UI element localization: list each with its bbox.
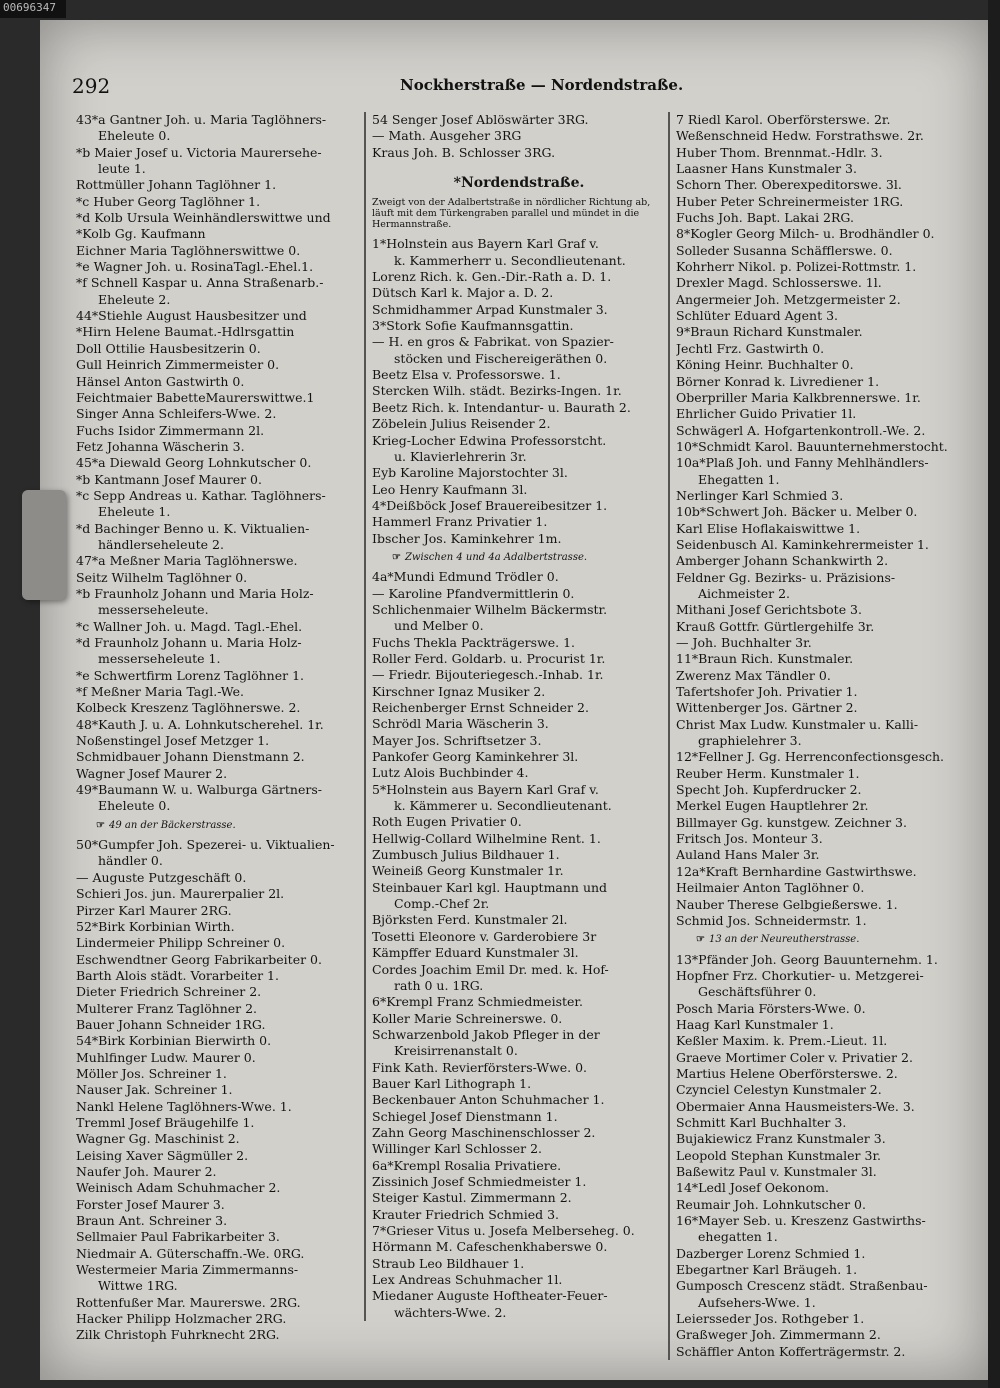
directory-entry: Willinger Karl Schlosser 2.	[372, 1141, 542, 1157]
directory-entry: Drexler Magd. Schlosserswe. 1l.	[676, 275, 882, 291]
directory-entry: Karl Elise Hoflakaiswittwe 1.	[676, 520, 861, 536]
directory-entry: Hänsel Anton Gastwirth 0.	[76, 373, 245, 389]
directory-entry: Mithani Josef Gerichtsbote 3.	[676, 602, 862, 618]
cross-street-note	[676, 932, 972, 948]
directory-entry: Westermeier Maria Zimmermanns-	[76, 1262, 299, 1278]
directory-entry: Köning Heinr. Buchhalter 0.	[676, 357, 854, 373]
cross-street-text: 49 an der Bäckerstrasse.	[108, 819, 236, 831]
directory-entry: Weineiß Georg Kunstmaler 1r.	[372, 863, 564, 879]
directory-entry: Krieg-Locher Edwina Professorstcht.	[372, 432, 607, 448]
directory-entry: Schmid Jos. Schneidermstr. 1.	[676, 912, 867, 928]
directory-entry: *d Bachinger Benno u. K. Viktualien-	[76, 520, 310, 536]
directory-entry: Pankofer Georg Kaminkehrer 3l.	[372, 749, 579, 765]
directory-entry: Kolbeck Kreszenz Taglöhnerswe. 2.	[76, 700, 301, 716]
directory-entry: Naufer Joh. Maurer 2.	[76, 1164, 217, 1179]
directory-entry: Beckenbauer Anton Schuhmacher 1.	[372, 1092, 605, 1108]
directory-entry: Fritsch Jos. Monteur 3.	[676, 831, 823, 847]
directory-entry: Lex Andreas Schuhmacher 1l.	[372, 1272, 563, 1288]
pointing-hand-icon: ☞	[392, 551, 401, 563]
directory-entry: 13*Pfänder Joh. Georg Bauunternehm. 1.	[676, 951, 938, 967]
directory-entry: Zahn Georg Maschinenschlosser 2.	[372, 1124, 596, 1140]
directory-entry: Oberpriller Maria Kalkbrennerswe. 1r.	[676, 389, 921, 405]
directory-entry: Eyb Karoline Majorstochter 3l.	[372, 465, 568, 481]
directory-entry: Eschwendtner Georg Fabrikarbeiter 0.	[76, 951, 322, 967]
street-description: Zweigt von der Adalbertstraße in nördlicher Richtung ab, läuft mit dem Türkengraben parallel und mündet in die Hermannstraße.	[372, 197, 651, 231]
directory-entry: Bujakiewicz Franz Kunstmaler 3.	[676, 1131, 886, 1147]
directory-entry: Lorenz Rich. k. Gen.-Dir.-Rath a. D. 1.	[372, 269, 612, 285]
directory-entry: Billmayer Gg. kunstgew. Zeichner 3.	[676, 814, 907, 830]
directory-entry: Lutz Alois Buchbinder 4.	[372, 765, 529, 781]
directory-entry: Barth Alois städt. Vorarbeiter 1.	[76, 967, 279, 983]
directory-entry: Schmidhammer Arpad Kunstmaler 3.	[372, 301, 608, 317]
directory-entry: *e Schwertfirm Lorenz Taglöhner 1.	[76, 667, 304, 683]
directory-entry: Graeve Mortimer Coler v. Privatier 2.	[676, 1049, 913, 1065]
directory-entry: *f Meßner Maria Tagl.-We.	[76, 684, 244, 700]
directory-entry: — Joh. Buchhalter 3r.	[676, 635, 812, 650]
directory-entry: Comp.-Chef 2r.	[394, 896, 490, 912]
directory-entry: messerseheleute.	[98, 602, 209, 618]
directory-entry: 8*Kogler Georg Milch- u. Brodhändler 0.	[676, 226, 935, 242]
directory-entry: Laasner Hans Kunstmaler 3.	[676, 161, 857, 177]
directory-entry: Amberger Johann Schankwirth 2.	[676, 553, 889, 569]
directory-entry: Eheleute 2.	[98, 291, 171, 307]
directory-entry: Huber Peter Schreinermeister 1RG.	[676, 193, 904, 209]
directory-entry: Pirzer Karl Maurer 2RG.	[76, 902, 232, 918]
directory-entry: Eheleute 1.	[98, 504, 171, 520]
directory-entry: 48*Kauth J. u. A. Lohnkutscherehel. 1r.	[76, 716, 324, 732]
directory-entry: Reumair Joh. Lohnkutscher 0.	[676, 1196, 866, 1212]
directory-entry: 50*Gumpfer Joh. Spezerei- u. Viktualien-	[76, 837, 335, 853]
directory-entry: 3*Stork Sofie Kaufmannsgattin.	[372, 318, 574, 334]
directory-entry: Rottmüller Johann Taglöhner 1.	[76, 177, 277, 193]
directory-entry: Schieri Jos. jun. Maurerpalier 2l.	[76, 886, 285, 902]
directory-entry: Steinbauer Karl kgl. Hauptmann und	[372, 879, 608, 895]
cross-street-text: Zwischen 4 und 4a Adalbertstrasse.	[404, 551, 588, 563]
directory-entry: Seitz Wilhelm Taglöhner 0.	[76, 569, 248, 585]
directory-entry: u. Klavierlehrerin 3r.	[394, 448, 527, 464]
directory-entry: Merkel Eugen Hauptlehrer 2r.	[676, 798, 869, 814]
directory-entry: Wagner Josef Maurer 2.	[76, 765, 228, 781]
directory-entry: *b Fraunholz Johann und Maria Holz-	[76, 585, 314, 601]
directory-entry: Nauser Jak. Schreiner 1.	[76, 1082, 233, 1098]
directory-entry: Steiger Kastul. Zimmermann 2.	[372, 1190, 572, 1206]
directory-entry: Tremml Josef Bräugehilfe 1.	[76, 1114, 255, 1130]
directory-entry: 10*Schmidt Karol. Bauunternehmerstocht.	[676, 438, 948, 454]
directory-entry: Schäffler Anton Kofferträgermstr. 2.	[676, 1343, 906, 1359]
directory-entry: Feichtmaier BabetteMaurerswittwe.1	[76, 389, 315, 405]
directory-entry: — Auguste Putzgeschäft 0.	[76, 869, 247, 885]
directory-entry: Martius Helene Oberförsterswe. 2.	[676, 1065, 898, 1081]
directory-entry: 10b*Schwert Joh. Bäcker u. Melber 0.	[676, 504, 918, 520]
directory-entry: Solleder Susanna Schäfflerswe. 0.	[676, 242, 893, 258]
directory-entry: Obermaier Anna Hausmeisters-We. 3.	[676, 1098, 915, 1114]
column-1	[76, 112, 368, 1344]
directory-entry: stöcken und Fischereigeräthen 0.	[394, 350, 608, 366]
directory-entry: 6*Krempl Franz Schmiedmeister.	[372, 994, 583, 1010]
directory-entry: 54*Birk Korbinian Bierwirth 0.	[76, 1033, 272, 1049]
directory-entry: Braun Ant. Schreiner 3.	[76, 1213, 228, 1229]
directory-entry: Ehegatten 1.	[698, 471, 780, 487]
directory-entry: Wittenberger Jos. Gärtner 2.	[676, 700, 858, 716]
directory-entry: Huber Thom. Brennmat.-Hdlr. 3.	[676, 144, 883, 160]
directory-entry: 9*Braun Richard Kunstmaler.	[676, 324, 863, 340]
directory-entry: Krauß Gottfr. Gürtlergehilfe 3r.	[676, 618, 875, 634]
directory-entry: Dütsch Karl k. Major a. D. 2.	[372, 285, 554, 301]
directory-entry: Eheleute 0.	[98, 128, 171, 144]
directory-entry: Auland Hans Maler 3r.	[676, 847, 820, 863]
directory-entry: 44*Stiehle August Hausbesitzer und	[76, 308, 307, 324]
directory-entry: Sellmaier Paul Fabrikarbeiter 3.	[76, 1229, 280, 1245]
directory-entry: Ehrlicher Guido Privatier 1l.	[676, 406, 857, 422]
directory-entry: Roth Eugen Privatier 0.	[372, 814, 522, 830]
directory-entry: Schrödl Maria Wäscherin 3.	[372, 716, 549, 732]
directory-entry: 6a*Krempl Rosalia Privatiere.	[372, 1157, 562, 1173]
directory-entry: Rottenfußer Mar. Maurerswe. 2RG.	[76, 1294, 301, 1310]
directory-entry: Specht Joh. Kupferdrucker 2.	[676, 782, 862, 798]
directory-entry: Jechtl Frz. Gastwirth 0.	[676, 340, 825, 356]
directory-entry: Björksten Ferd. Kunstmaler 2l.	[372, 912, 568, 928]
directory-entry: Kreisirrenanstalt 0.	[394, 1043, 518, 1059]
directory-entry: Zwerenz Max Tändler 0.	[676, 667, 831, 683]
directory-entry: Mayer Jos. Schriftsetzer 3.	[372, 732, 542, 748]
directory-entry: Bauer Johann Schneider 1RG.	[76, 1016, 266, 1032]
pointing-hand-icon: ☞	[696, 934, 705, 946]
directory-entry: Hammerl Franz Privatier 1.	[372, 514, 548, 530]
directory-entry: Nankl Helene Taglöhners-Wwe. 1.	[76, 1098, 292, 1114]
directory-entry: Niedmair A. Güterschaffn.-We. 0RG.	[76, 1245, 305, 1261]
page-edge	[988, 0, 1000, 1388]
directory-entry: Beetz Elsa v. Professorswe. 1.	[372, 367, 561, 383]
directory-entry: 16*Mayer Seb. u. Kreszenz Gastwirths-	[676, 1213, 926, 1229]
directory-entry: graphielehrer 3.	[698, 733, 802, 749]
directory-entry: *c Sepp Andreas u. Kathar. Taglöhners-	[76, 487, 326, 503]
directory-entry: — H. en gros & Fabrikat. von Spazier-	[372, 334, 614, 350]
page-number: 292	[72, 74, 111, 98]
directory-entry: Kirschner Ignaz Musiker 2.	[372, 683, 546, 699]
directory-entry: Czynciel Celestyn Kunstmaler 2.	[676, 1082, 882, 1098]
directory-entry: Schlichenmaier Wilhelm Bäckermstr.	[372, 601, 608, 617]
directory-entry: 12a*Kraft Bernhardine Gastwirthswe.	[676, 863, 917, 879]
directory-entry: Möller Jos. Schreiner 1.	[76, 1065, 227, 1081]
directory-entry: Kohrherr Nikol. p. Polizei-Rottmstr. 1.	[676, 259, 917, 275]
directory-entry: *c Wallner Joh. u. Magd. Tagl.-Ehel.	[76, 618, 303, 634]
directory-entry: Doll Ottilie Hausbesitzerin 0.	[76, 340, 261, 356]
directory-entry: Leopold Stephan Kunstmaler 3r.	[676, 1147, 882, 1163]
binder-clip	[22, 490, 66, 600]
directory-entry: Cordes Joachim Emil Dr. med. k. Hof-	[372, 961, 609, 977]
directory-entry: 49*Baumann W. u. Walburga Gärtners-	[76, 782, 322, 798]
directory-entry: Hopfner Frz. Chorkutier- u. Metzgerei-	[676, 967, 924, 983]
directory-entry: Muhlfinger Ludw. Maurer 0.	[76, 1049, 256, 1065]
directory-entry: *d Fraunholz Johann u. Maria Holz-	[76, 635, 302, 650]
directory-entry: Hacker Philipp Holzmacher 2RG.	[76, 1311, 287, 1327]
directory-entry: 47*a Meßner Maria Taglöhnerswe.	[76, 553, 298, 569]
cross-street-text: 13 an der Neureutherstrasse.	[708, 934, 860, 946]
directory-entry: Stercken Wilh. städt. Bezirks-Ingen. 1r.	[372, 383, 622, 399]
directory-entry: 4a*Mundi Edmund Trödler 0.	[372, 569, 559, 585]
directory-entry: wächters-Wwe. 2.	[394, 1304, 507, 1320]
corner-stamp: 00696347	[0, 0, 66, 18]
directory-entry: Zumbusch Julius Bildhauer 1.	[372, 847, 560, 863]
directory-entry: Gumposch Crescenz städt. Straßenbau-	[676, 1278, 928, 1294]
directory-entry: — Karoline Pfandvermittlerin 0.	[372, 585, 575, 601]
directory-entry: Seidenbusch Al. Kaminkehrermeister 1.	[676, 536, 929, 552]
directory-entry: Christ Max Ludw. Kunstmaler u. Kalli-	[676, 716, 919, 732]
directory-entry: Kraus Joh. B. Schlosser 3RG.	[372, 144, 556, 160]
directory-entry: Hellwig-Collard Wilhelmine Rent. 1.	[372, 830, 601, 846]
directory-entry: Zilk Christoph Fuhrknecht 2RG.	[76, 1327, 280, 1343]
directory-entry: Leo Henry Kaufmann 3l.	[372, 481, 528, 497]
street-heading: *Nordendstraße.	[453, 175, 585, 192]
directory-entry: Eichner Maria Taglöhnerswittwe 0.	[76, 242, 301, 258]
directory-entry: Reichenberger Ernst Schneider 2.	[372, 700, 589, 715]
directory-entry: rath 0 u. 1RG.	[394, 977, 484, 993]
directory-entry: Heilmaier Anton Taglöhner 0.	[676, 880, 865, 896]
directory-entry: Graßweger Joh. Zimmermann 2.	[676, 1327, 881, 1343]
directory-entry: Kämpffer Eduard Kunstmaler 3l.	[372, 945, 579, 961]
directory-entry: Singer Anna Schleifers-Wwe. 2.	[76, 406, 277, 422]
directory-entry: messerseheleute 1.	[98, 651, 221, 667]
directory-entry: 11*Braun Rich. Kunstmaler.	[676, 651, 854, 667]
directory-entry: Multerer Franz Taglöhner 2.	[76, 1000, 258, 1016]
directory-entry: k. Kammerherr u. Secondlieutenant.	[394, 252, 626, 268]
directory-entry: Zissinich Josef Schmiedmeister 1.	[372, 1173, 587, 1189]
directory-entry: Noßenstingel Josef Metzger 1.	[76, 733, 270, 749]
directory-entry: 4*Deißböck Josef Brauereibesitzer 1.	[372, 497, 608, 513]
directory-entry: *e Wagner Joh. u. RosinaTagl.-Ehel.1.	[76, 259, 314, 275]
directory-entry: Feldner Gg. Bezirks- u. Präzisions-	[676, 569, 896, 585]
directory-entry: Geschäftsführer 0.	[698, 984, 817, 1000]
directory-entry: 1*Holnstein aus Bayern Karl Graf v.	[372, 236, 599, 252]
directory-entry: Weinisch Adam Schuhmacher 2.	[76, 1180, 281, 1196]
directory-entry: — Friedr. Bijouteriegesch.-Inhab. 1r.	[372, 667, 604, 683]
directory-entry: Gull Heinrich Zimmermeister 0.	[76, 357, 280, 373]
directory-entry: 43*a Gantner Joh. u. Maria Taglöhners-	[76, 112, 327, 127]
running-head: Nockherstraße — Nordendstraße.	[400, 76, 684, 94]
directory-entry: Baßewitz Paul v. Kunstmaler 3l.	[676, 1164, 877, 1179]
directory-entry: *Kolb Gg. Kaufmann	[76, 226, 206, 242]
directory-entry: Weßenschneid Hedw. Forstrathswe. 2r.	[676, 128, 924, 144]
directory-entry: Leising Xaver Sägmüller 2.	[76, 1147, 249, 1163]
column-3	[668, 112, 972, 1360]
directory-entry: Miedaner Auguste Hoftheater-Feuer-	[372, 1288, 608, 1304]
directory-entry: Angermeier Joh. Metzgermeister 2.	[676, 291, 901, 307]
directory-entry: Tosetti Eleonore v. Garderobiere 3r	[372, 928, 597, 944]
directory-entry: *Hirn Helene Baumat.-Hdlrsgattin	[76, 324, 295, 340]
directory-entry: leute 1.	[98, 161, 146, 177]
page-header	[40, 70, 988, 100]
directory-entry: *f Schnell Kaspar u. Anna Straßenarb.-	[76, 275, 324, 291]
directory-entry: *d Kolb Ursula Weinhändlerswittwe und	[76, 210, 331, 226]
directory-entry: ehegatten 1.	[698, 1229, 778, 1245]
directory-entry: händler 0.	[98, 853, 163, 869]
directory-entry: Leiersseder Jos. Rothgeber 1.	[676, 1311, 865, 1327]
directory-entry: Wittwe 1RG.	[98, 1278, 178, 1294]
directory-entry: Aufsehers-Wwe. 1.	[698, 1294, 816, 1310]
directory-entry: Wagner Gg. Maschinist 2.	[76, 1131, 240, 1147]
directory-entry: 14*Ledl Josef Oekonom.	[676, 1180, 829, 1196]
pointing-hand-icon: ☞	[96, 819, 105, 831]
directory-entry: Fuchs Joh. Bapt. Lakai 2RG.	[676, 210, 854, 226]
directory-entry: Ebegartner Karl Bräugeh. 1.	[676, 1262, 858, 1278]
directory-entry: 7 Riedl Karol. Oberförsterswe. 2r.	[676, 112, 891, 127]
directory-entry: — Math. Ausgeher 3RG	[372, 128, 522, 144]
directory-entry: Straub Leo Bildhauer 1.	[372, 1255, 525, 1271]
directory-entry: Fuchs Isidor Zimmermann 2l.	[76, 422, 265, 438]
cross-street-note	[372, 550, 666, 566]
directory-entry: Beetz Rich. k. Intendantur- u. Baurath 2.	[372, 399, 631, 415]
directory-entry: Posch Maria Försters-Wwe. 0.	[676, 1000, 866, 1016]
directory-entry: Nauber Therese Gelbgießerswe. 1.	[676, 896, 898, 912]
directory-entry: Tafertshofer Joh. Privatier 1.	[676, 684, 858, 700]
directory-entry: Zöbelein Julius Reisender 2.	[372, 416, 551, 432]
directory-entry: 5*Holnstein aus Bayern Karl Graf v.	[372, 781, 599, 797]
directory-entry: 10a*Plaß Joh. und Fanny Mehlhändlers-	[676, 455, 929, 471]
directory-entry: Forster Josef Maurer 3.	[76, 1196, 225, 1212]
directory-entry: und Melber 0.	[394, 618, 484, 634]
directory-entry: Ibscher Jos. Kaminkehrer 1m.	[372, 530, 562, 546]
directory-entry: 54 Senger Josef Ablöswärter 3RG.	[372, 112, 589, 127]
column-2	[364, 112, 666, 1321]
directory-entry: Roller Ferd. Goldarb. u. Procurist 1r.	[372, 650, 606, 666]
directory-entry: Eheleute 0.	[98, 798, 171, 814]
directory-entry: Schwägerl A. Hofgartenkontroll.-We. 2.	[676, 422, 926, 438]
directory-entry: Fuchs Thekla Packträgerswe. 1.	[372, 634, 576, 650]
directory-entry: *c Huber Georg Taglöhner 1.	[76, 193, 261, 209]
directory-entry: Keßler Maxim. k. Prem.-Lieut. 1l.	[676, 1033, 888, 1049]
directory-entry: 45*a Diewald Georg Lohnkutscher 0.	[76, 455, 312, 471]
directory-page	[40, 20, 988, 1380]
directory-entry: Dazberger Lorenz Schmied 1.	[676, 1245, 866, 1261]
directory-entry: *b Maier Josef u. Victoria Maurersehe-	[76, 144, 322, 160]
directory-entry: Reuber Herm. Kunstmaler 1.	[676, 765, 860, 781]
directory-entry: Fink Kath. Revierförsters-Wwe. 0.	[372, 1059, 588, 1075]
directory-entry: 12*Fellner J. Gg. Herrenconfectionsgesch.	[676, 749, 945, 765]
directory-entry: Schmitt Karl Buchhalter 3.	[676, 1114, 847, 1130]
directory-entry: Schwarzenbold Jakob Pfleger in der	[372, 1026, 600, 1042]
directory-entry: Schmidbauer Johann Dienstmann 2.	[76, 749, 305, 765]
directory-entry: Bauer Karl Lithograph 1.	[372, 1075, 532, 1091]
directory-entry: Haag Karl Kunstmaler 1.	[676, 1016, 834, 1032]
directory-entry: Börner Konrad k. Livrediener 1.	[676, 373, 880, 389]
directory-entry: Schiegel Josef Dienstmann 1.	[372, 1108, 558, 1124]
directory-entry: Dieter Friedrich Schreiner 2.	[76, 984, 262, 1000]
directory-entry: Nerlinger Karl Schmied 3.	[676, 487, 844, 503]
directory-entry: 7*Grieser Vitus u. Josefa Melberseheg. 0.	[372, 1223, 635, 1238]
directory-entry: 52*Birk Korbinian Wirth.	[76, 918, 235, 934]
directory-entry: Krauter Friedrich Schmied 3.	[372, 1206, 559, 1222]
directory-entry: händlerseheleute 2.	[98, 536, 224, 552]
cross-street-note	[76, 818, 368, 834]
directory-entry: Fetz Johanna Wäscherin 3.	[76, 438, 245, 454]
directory-entry: Schorn Ther. Oberexpeditorswe. 3l.	[676, 177, 902, 193]
directory-entry: Koller Marie Schreinerswe. 0.	[372, 1010, 563, 1026]
directory-entry: Lindermeier Philipp Schreiner 0.	[76, 935, 286, 951]
directory-entry: Hörmann M. Cafeschenkhaberswe 0.	[372, 1239, 608, 1255]
directory-entry: k. Kämmerer u. Secondlieutenant.	[394, 798, 612, 814]
directory-entry: Schlüter Eduard Agent 3.	[676, 308, 839, 324]
directory-entry: *b Kantmann Josef Maurer 0.	[76, 471, 262, 487]
directory-entry: Aichmeister 2.	[698, 585, 791, 601]
